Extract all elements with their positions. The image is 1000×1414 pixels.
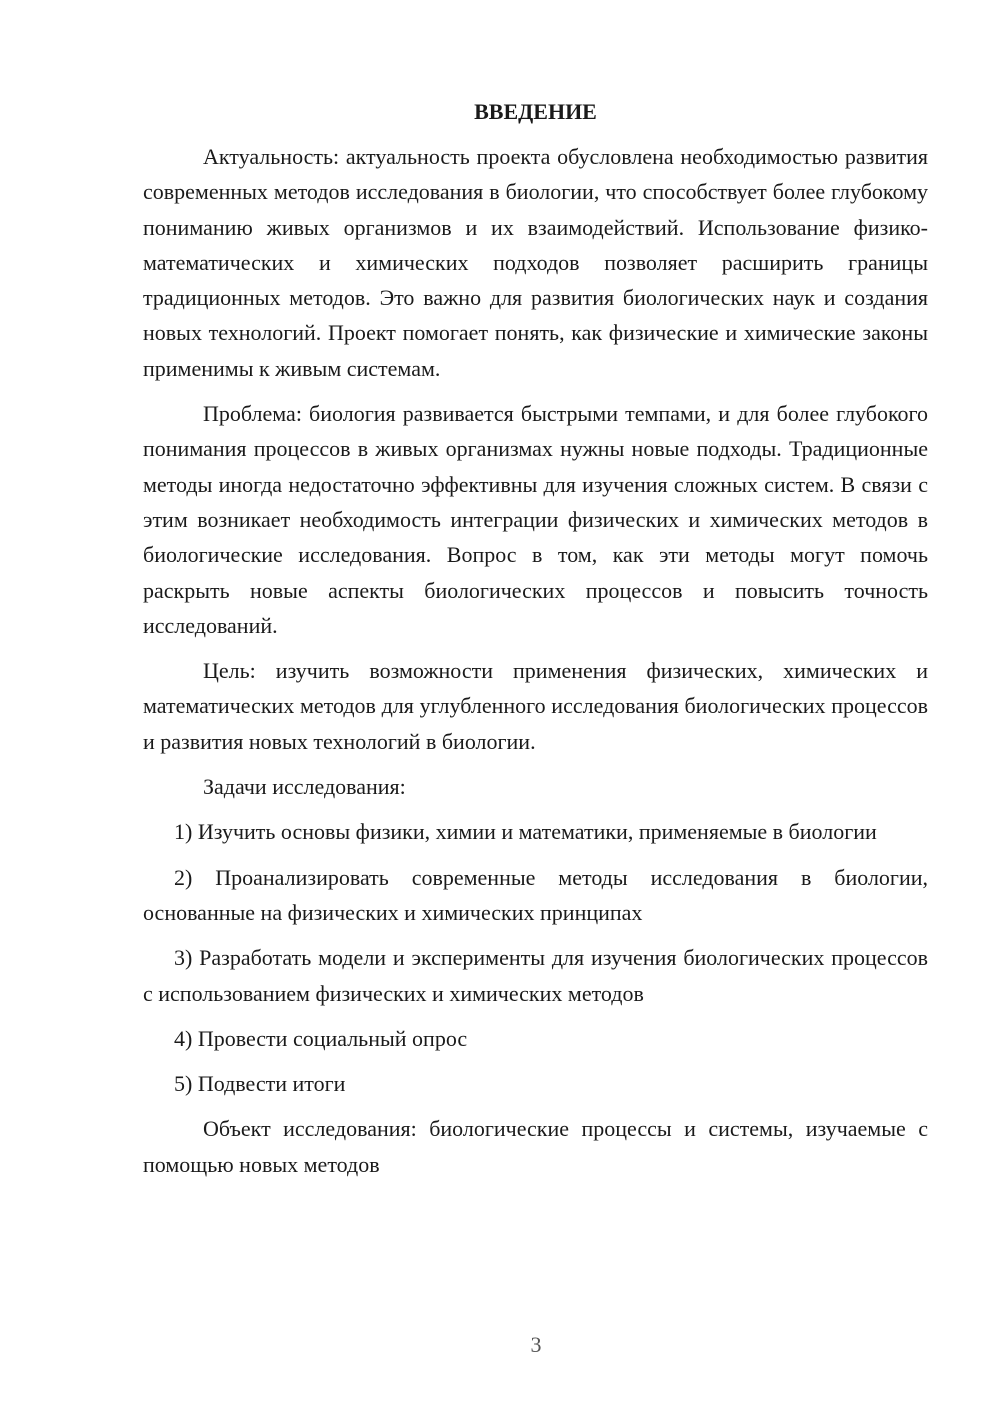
task-item-1: 1) Изучить основы физики, химии и математики, применяемые в биологии: [174, 819, 877, 845]
goal-paragraph: Цель: изучить возможности применения физических, химических и математических методов для углубленного исследования биологических процессов и развития новых технологий в биологии.: [143, 658, 928, 754]
page-title: ВВЕДЕНИЕ: [474, 99, 597, 124]
problem-paragraph: Проблема: биология развивается быстрыми темпами, и для более глубокого понимания процессов в живых организмах нужны новые подходы. Традиционные методы иногда недостаточно эффективны для изучения сложных систем. В связи с этим возникает необходимость интеграции физических и химических методов в биологические исследования. Вопрос в том, как эти методы могут помочь раскрыть новые аспекты биологических процессов и повысить точность исследований.: [143, 401, 928, 638]
page-content: [143, 96, 928, 1192]
task-item-2: 2) Проанализировать современные методы исследования в биологии, основанные на физических и химических принципах: [143, 864, 928, 925]
object-paragraph: Объект исследования: биологические процессы и системы, изучаемые с помощью новых методов: [143, 1116, 928, 1177]
task-item-4: 4) Провести социальный опрос: [174, 1025, 468, 1051]
page-number: 3: [530, 1332, 542, 1357]
task-item-5: 5) Подвести итоги: [174, 1071, 346, 1097]
tasks-heading: Задачи исследования:: [203, 774, 406, 800]
relevance-paragraph: Актуальность: актуальность проекта обусловлена необходимостью развития современных методов исследования в биологии, что способствует более глубокому пониманию живых организмов и их взаимодействий. Использование физико-математических и химических подходов позволяет расширить границы традиционных методов. Это важно для развития биологических наук и создания новых технологий. Проект помогает понять, как физические и химические законы применимы к живым системам.: [143, 144, 928, 381]
task-item-3: 3) Разработать модели и эксперименты для изучения биологических процессов с использованием физических и химических методов: [143, 945, 928, 1006]
